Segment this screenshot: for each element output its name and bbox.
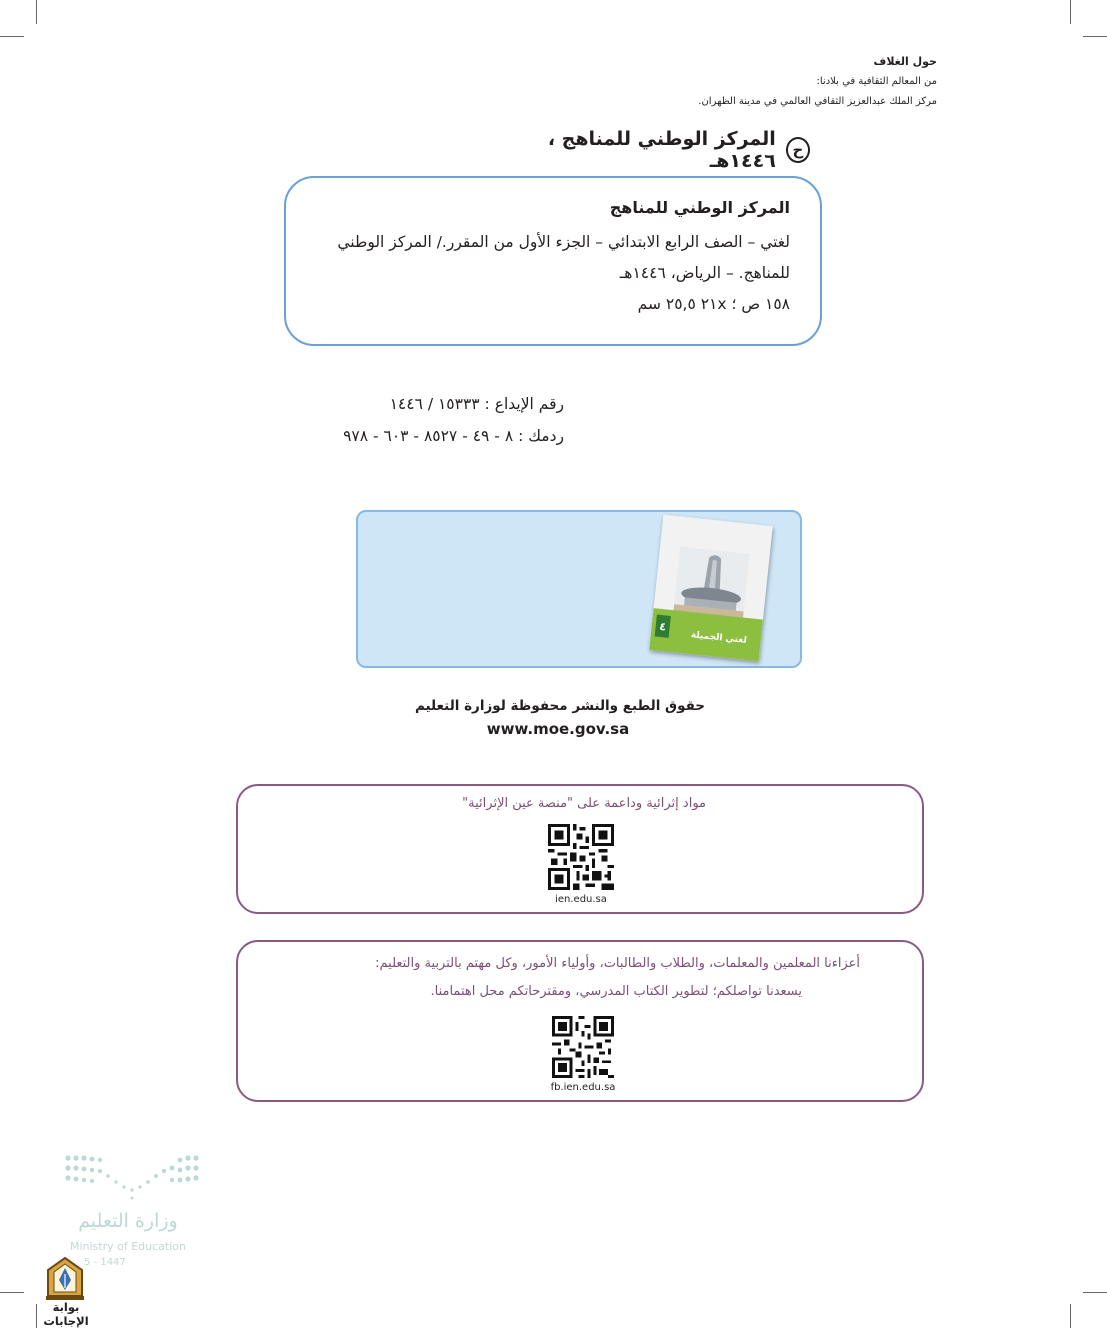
pen-nib-emblem-icon xyxy=(42,1256,88,1302)
enrichment-caption: مواد إثرائية وداعمة على "منصة عين الإثرائية" xyxy=(462,796,706,811)
copyright-text: المركز الوطني للمناهج ، ١٤٤٦هـ xyxy=(547,128,776,172)
enrichment-qr-box xyxy=(236,784,924,914)
cover-info-line: مركز الملك عبدالعزيز الثقافي العالمي في مدينة الظهران. xyxy=(698,96,937,107)
cataloging-line: لغتي – الصف الرابع الابتدائي – الجزء الأول من المقرر./ المركز الوطني xyxy=(337,233,790,251)
crop-mark xyxy=(0,1292,24,1293)
enrichment-url[interactable]: ien.edu.sa xyxy=(555,894,607,905)
isbn-number: ردمك : ٨ - ٤٩ - ٨٥٢٧ - ٦٠٣ - ٩٧٨ xyxy=(343,427,564,445)
feedback-url[interactable]: fb.ien.edu.sa xyxy=(550,1082,616,1093)
cataloging-body xyxy=(300,227,790,320)
ministry-year: 5 - 1447 xyxy=(84,1257,126,1268)
rights-notice: حقوق الطبع والنشر محفوظة لوزارة التعليم xyxy=(414,698,706,714)
book-cover-title: لغتي الجميلة xyxy=(690,630,748,646)
deposit-number: رقم الإيداع : ١٥٣٣٣ / ١٤٤٦ xyxy=(389,395,564,413)
feedback-text-line2: يسعدنا تواصلكم؛ لتطوير الكتاب المدرسي، ومقترحاتكم محل اهتمامنا. xyxy=(430,984,802,999)
ministry-name-arabic: وزارة التعليم xyxy=(78,1210,178,1232)
cataloging-line: للمناهج. – الرياض، ١٤٤٦هـ xyxy=(619,264,790,282)
copyright-line xyxy=(500,128,810,172)
book-cover-thumbnail xyxy=(649,515,773,662)
ministry-website-link[interactable]: www.moe.gov.sa xyxy=(486,720,630,738)
cover-info-line: من المعالم الثقافية في بلادنا: xyxy=(816,76,937,87)
cataloging-title: المركز الوطني للمناهج xyxy=(609,198,790,217)
cover-info-title: حول الغلاف xyxy=(873,55,937,68)
cataloging-line: ١٥٨ ص ؛ ٢١x ٢٥,٥ سم xyxy=(637,295,790,313)
qr-code-icon[interactable] xyxy=(552,1016,614,1078)
feedback-text-line1: أعزاءنا المعلمين والمعلمات، والطلاب والطالبات، وأولياء الأمور، وكل مهتم بالتربية والتعليم: xyxy=(375,956,860,971)
crop-mark xyxy=(36,0,37,24)
qr-code-icon[interactable] xyxy=(548,824,614,890)
crop-mark xyxy=(1083,1292,1107,1293)
crop-mark xyxy=(1070,1304,1071,1328)
crop-mark xyxy=(1070,0,1071,24)
ministry-dots-logo xyxy=(60,1152,200,1202)
ministry-name-english: Ministry of Education xyxy=(69,1240,186,1253)
watermark-text: بوابة الإجابات xyxy=(43,1300,89,1328)
deposit-info xyxy=(300,388,564,452)
cataloging-box xyxy=(284,176,822,346)
crop-mark xyxy=(0,36,24,37)
crop-mark xyxy=(1083,36,1107,37)
feedback-qr-box xyxy=(236,940,924,1102)
book-grade-badge: ٤ xyxy=(655,614,671,637)
cover-info-text xyxy=(667,52,937,112)
copyright-symbol: ح xyxy=(786,137,810,163)
